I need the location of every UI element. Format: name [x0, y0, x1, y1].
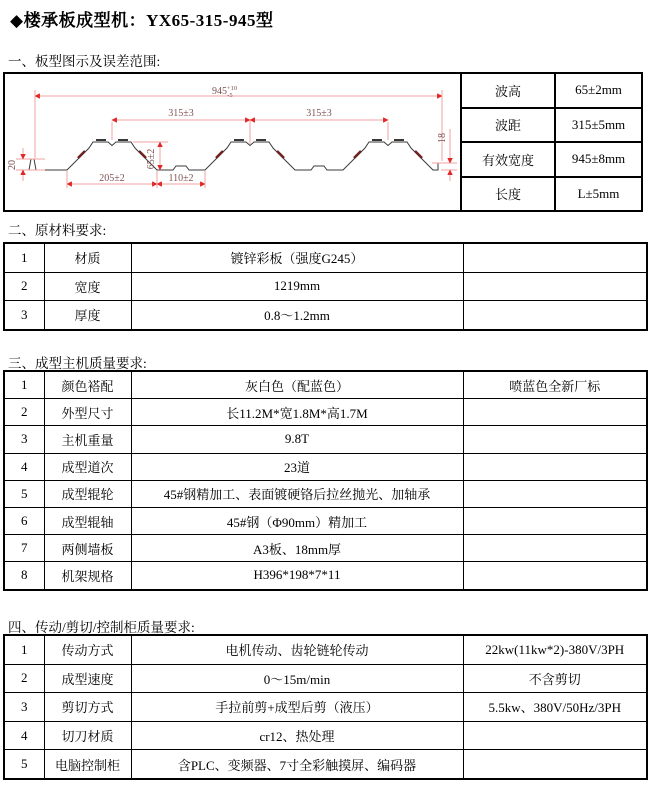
table-cell: 5	[4, 480, 44, 507]
table-cell: 喷蓝色全新厂标	[463, 371, 647, 399]
table-cell: 不含剪切	[463, 664, 647, 693]
table-cell: 3	[4, 693, 44, 722]
table-cell	[463, 399, 647, 426]
table-cell	[463, 480, 647, 507]
table-row	[4, 453, 647, 480]
table-cell: 5	[4, 750, 44, 779]
dim-right-edge: 18	[437, 133, 448, 143]
table-cell: 镀锌彩板（强度G245）	[131, 243, 463, 272]
dim-pitch-right: 315±3	[306, 108, 332, 119]
profile-diagram-panel	[3, 72, 647, 212]
table-row	[461, 73, 642, 108]
table-cell: cr12、热处理	[131, 721, 463, 750]
table-cell: 1	[4, 635, 44, 664]
dim-overall: $945^{+10}$ -5	[212, 85, 238, 99]
table-cell: 9.8T	[131, 426, 463, 453]
table-cell: A3板、18mm厚	[131, 535, 463, 562]
table-row	[4, 693, 647, 722]
table-row	[4, 562, 647, 590]
table-cell: 成型辊轴	[44, 507, 131, 534]
section2-heading: 二、原材料要求:	[8, 223, 107, 238]
table-cell: 23道	[131, 453, 463, 480]
table-cell: 手拉前剪+成型后剪（液压）	[131, 693, 463, 722]
dim-wave-height: 65±2	[146, 148, 157, 170]
table-cell: 长度	[461, 177, 555, 212]
table-cell: 2	[4, 272, 44, 301]
table-cell	[463, 426, 647, 453]
dim-pitch-left: 315±3	[168, 108, 194, 119]
table-row	[4, 371, 647, 399]
slope-marks	[78, 151, 422, 158]
table-row	[4, 721, 647, 750]
table-cell: 45#钢精加工、表面镀硬铬后拉丝抛光、加轴承	[131, 480, 463, 507]
table-cell: 外型尺寸	[44, 399, 131, 426]
table-cell: 切刀材质	[44, 721, 131, 750]
table-cell: 4	[4, 453, 44, 480]
table-cell: 传动方式	[44, 635, 131, 664]
table-row	[461, 177, 642, 212]
table-cell: 厚度	[44, 301, 131, 330]
table-row	[4, 664, 647, 693]
table-cell	[463, 301, 647, 330]
profile-outline	[29, 142, 444, 170]
table-cell: 0～15m/min	[131, 664, 463, 693]
table-cell: 1	[4, 371, 44, 399]
table-cell: 有效宽度	[461, 142, 555, 177]
table-cell: 电脑控制柜	[44, 750, 131, 779]
table-cell	[463, 272, 647, 301]
table-cell: 0.8～1.2mm	[131, 301, 463, 330]
forming-machine-table	[3, 370, 648, 591]
table-cell: 机架规格	[44, 562, 131, 590]
table-cell: 65±2mm	[555, 73, 642, 108]
table-cell	[463, 535, 647, 562]
table-cell	[463, 243, 647, 272]
table-cell: H396*198*7*11	[131, 562, 463, 590]
section4-heading: 四、传动/剪切/控制柜质量要求:	[8, 620, 195, 635]
dimension-texts	[7, 85, 448, 184]
table-cell: 7	[4, 535, 44, 562]
table-cell: 长11.2M*宽1.8M*高1.7M	[131, 399, 463, 426]
table-cell: 成型辊轮	[44, 480, 131, 507]
table-row	[4, 750, 647, 779]
table-row	[461, 108, 642, 143]
table-cell: 材质	[44, 243, 131, 272]
table-cell: 宽度	[44, 272, 131, 301]
section1-heading: 一、板型图示及误差范围:	[8, 54, 161, 69]
table-cell: 2	[4, 664, 44, 693]
tolerance-spec-table	[460, 72, 643, 212]
table-cell: 成型道次	[44, 453, 131, 480]
table-row	[4, 399, 647, 426]
table-cell: 1219mm	[131, 272, 463, 301]
table-cell	[463, 507, 647, 534]
dim-rib-base: 205±2	[99, 173, 125, 184]
table-row	[4, 480, 647, 507]
dim-left-edge: 20	[7, 160, 18, 170]
drive-shear-control-table	[3, 634, 648, 780]
table-row	[4, 535, 647, 562]
table-cell	[463, 453, 647, 480]
table-cell: 灰白色（配蓝色）	[131, 371, 463, 399]
table-cell	[463, 562, 647, 590]
table-row	[461, 142, 642, 177]
table-cell: 波高	[461, 73, 555, 108]
table-row	[4, 507, 647, 534]
table-row	[4, 426, 647, 453]
profile-drawing-cell	[3, 72, 462, 212]
dim-valley: 110±2	[168, 173, 194, 184]
table-cell: 945±8mm	[555, 142, 642, 177]
table-row	[4, 243, 647, 272]
table-cell: 波距	[461, 108, 555, 143]
table-cell: L±5mm	[555, 177, 642, 212]
table-cell: 8	[4, 562, 44, 590]
page-title: ◆楼承板成型机：YX65-315-945型	[10, 11, 274, 30]
table-cell: 成型速度	[44, 664, 131, 693]
table-cell: 颜色褡配	[44, 371, 131, 399]
table-cell: 剪切方式	[44, 693, 131, 722]
section3-heading: 三、成型主机质量要求:	[8, 356, 147, 371]
table-cell: 含PLC、变频器、7寸全彩触摸屏、编码器	[131, 750, 463, 779]
table-cell	[463, 721, 647, 750]
table-cell: 两侧墙板	[44, 535, 131, 562]
raw-material-table	[3, 242, 648, 331]
table-cell: 4	[4, 721, 44, 750]
table-row	[4, 272, 647, 301]
table-cell: 1	[4, 243, 44, 272]
table-cell: 22kw(11kw*2)-380V/3PH	[463, 635, 647, 664]
table-cell: 电机传动、齿轮链轮传动	[131, 635, 463, 664]
table-cell: 5.5kw、380V/50Hz/3PH	[463, 693, 647, 722]
table-cell: 2	[4, 399, 44, 426]
table-cell: 主机重量	[44, 426, 131, 453]
table-cell: 45#钢（Φ90mm）精加工	[131, 507, 463, 534]
table-cell: 6	[4, 507, 44, 534]
table-cell: 315±5mm	[555, 108, 642, 143]
table-row	[4, 301, 647, 330]
table-cell: 3	[4, 426, 44, 453]
table-cell	[463, 750, 647, 779]
dimension-lines	[16, 90, 457, 188]
table-row	[4, 635, 647, 664]
table-cell: 3	[4, 301, 44, 330]
profile-drawing-svg	[5, 74, 460, 210]
